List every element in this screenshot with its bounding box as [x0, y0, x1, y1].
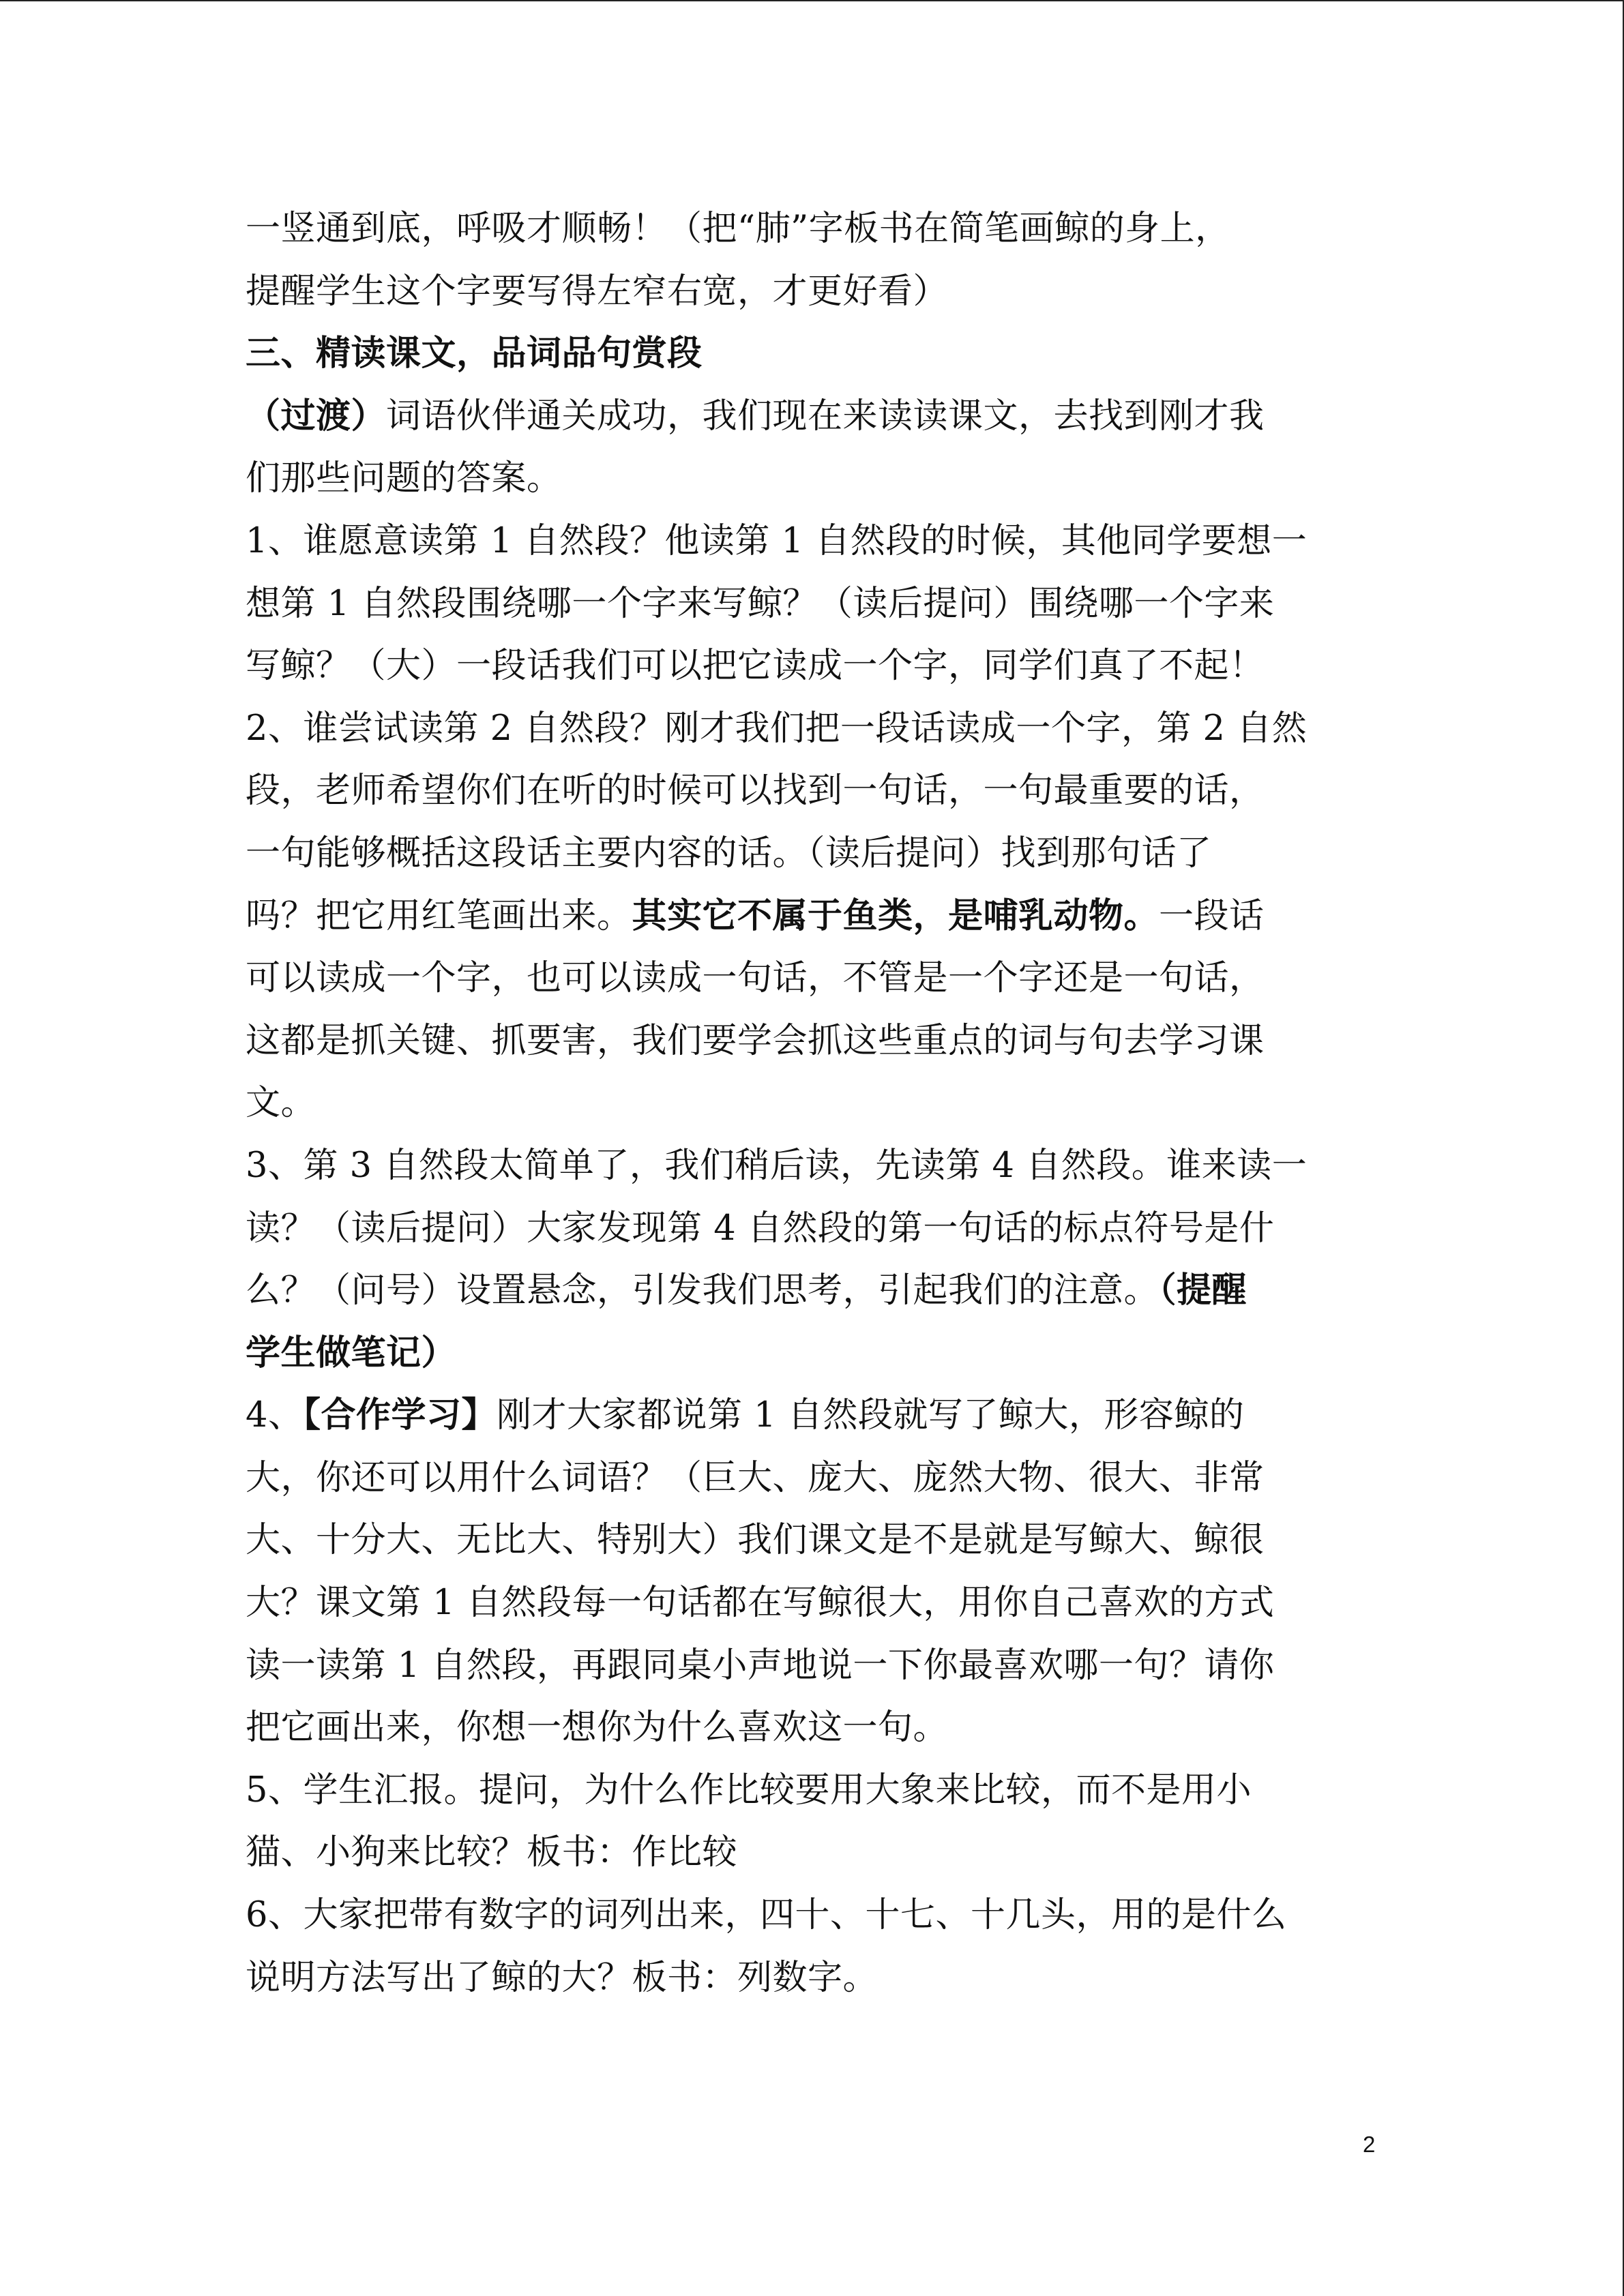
section-heading [246, 323, 1385, 385]
text-line [246, 885, 1385, 948]
page-top-border [0, 0, 1624, 1]
text-run: 6、大家把带有数字的词列出来，四十、十七、十几头，用的是什么 [246, 1895, 1287, 1936]
bold-run: （过渡） [246, 395, 387, 436]
text-run: 提醒学生这个字要写得左窄右宽，才更好看） [246, 271, 949, 312]
text-run: 大、十分大、无比大、特别大）我们课文是不是就是写鲸大、鲸很 [246, 1520, 1265, 1561]
text-run: 猫、小狗来比较？板书：作比较 [246, 1832, 738, 1873]
text-line [246, 1635, 1385, 1697]
section-heading-text: 三、精读课文，品词品句赏段 [246, 333, 703, 374]
text-line [246, 1384, 1385, 1447]
text-line [246, 260, 1385, 323]
document-body [246, 198, 1385, 2009]
text-line [246, 1322, 1385, 1385]
text-line [246, 1072, 1385, 1135]
text-run: 一句能够概括这段话主要内容的话。（读后提问）找到那句话了 [246, 833, 1212, 874]
text-run: 4、 [246, 1395, 304, 1436]
text-run: 文。 [246, 1083, 316, 1124]
text-line [246, 447, 1385, 510]
text-line [246, 760, 1385, 822]
bold-run: （提醒 [1159, 1270, 1247, 1311]
text-line [246, 573, 1385, 636]
text-run: 读一读第 1 自然段，再跟同桌小声地说一下你最喜欢哪一句？请你 [246, 1645, 1275, 1686]
text-line [246, 947, 1385, 1010]
text-line [246, 1572, 1385, 1635]
text-line [246, 1509, 1385, 1572]
text-line [246, 1447, 1385, 1510]
text-line [246, 1759, 1385, 1822]
text-line [246, 1010, 1385, 1073]
text-run: 可以读成一个字，也可以读成一句话，不管是一个字还是一句话， [246, 958, 1265, 999]
text-run: 们那些问题的答案。 [246, 458, 562, 499]
text-run: 写鲸？（大）一段话我们可以把它读成一个字，同学们真了不起！ [246, 646, 1265, 687]
text-line [246, 1821, 1385, 1884]
text-run: 这都是抓关键、抓要害，我们要学会抓这些重点的词与句去学习课 [246, 1020, 1265, 1061]
text-run: 5、学生汇报。提问，为什么作比较要用大象来比较，而不是用小 [246, 1770, 1252, 1810]
text-run: 一段话 [1159, 895, 1265, 936]
text-run: 大，你还可以用什么词语？（巨大、庞大、庞然大物、很大、非常 [246, 1457, 1265, 1498]
page-number: 2 [1363, 2132, 1376, 2157]
text-run: 把它画出来，你想一想你为什么喜欢这一句。 [246, 1708, 949, 1748]
text-line [246, 1697, 1385, 1759]
text-line [246, 822, 1385, 885]
text-line [246, 1947, 1385, 2010]
text-run: 刚才大家都说第 1 自然段就写了鲸大，形容鲸的 [496, 1395, 1245, 1436]
text-line [246, 1259, 1385, 1322]
text-run: 想第 1 自然段围绕哪一个字来写鲸？（读后提问）围绕哪一个字来 [246, 583, 1275, 624]
text-run: 词语伙伴通关成功，我们现在来读读课文，去找到刚才我 [386, 396, 1265, 436]
text-run: 2、谁尝试读第 2 自然段？刚才我们把一段话读成一个字，第 2 自然 [246, 708, 1308, 749]
text-run: 一竖通到底，呼吸才顺畅！（把“肺”字板书在简笔画鲸的身上， [246, 209, 1230, 249]
text-line [246, 1135, 1385, 1197]
text-line [246, 698, 1385, 760]
text-line [246, 385, 1385, 448]
text-run: 大？课文第 1 自然段每一句话都在写鲸很大，用你自己喜欢的方式 [246, 1583, 1275, 1624]
text-line [246, 1884, 1385, 1947]
text-run: 段，老师希望你们在听的时候可以找到一句话，一句最重要的话， [246, 771, 1265, 811]
bold-run: 其实它不属于鱼类，是哺乳动物。 [632, 895, 1160, 936]
text-line [246, 510, 1385, 573]
text-line [246, 1197, 1385, 1260]
text-run: 1、谁愿意读第 1 自然段？他读第 1 自然段的时候，其他同学要想一 [246, 520, 1308, 561]
text-run: 读？（读后提问）大家发现第 4 自然段的第一句话的标点符号是什 [246, 1208, 1275, 1249]
bold-run: 【合作学习】 [303, 1395, 497, 1436]
text-run: 么？（问号）设置悬念，引发我们思考，引起我们的注意。 [246, 1270, 1160, 1311]
text-run: 吗？把它用红笔画出来。 [246, 895, 632, 936]
text-line [246, 635, 1385, 698]
text-run: 说明方法写出了鲸的大？板书：列数字。 [246, 1957, 879, 1998]
text-line [246, 198, 1385, 260]
text-run: 3、第 3 自然段太简单了，我们稍后读，先读第 4 自然段。谁来读一 [246, 1145, 1308, 1186]
bold-run: 学生做笔记） [246, 1332, 457, 1373]
